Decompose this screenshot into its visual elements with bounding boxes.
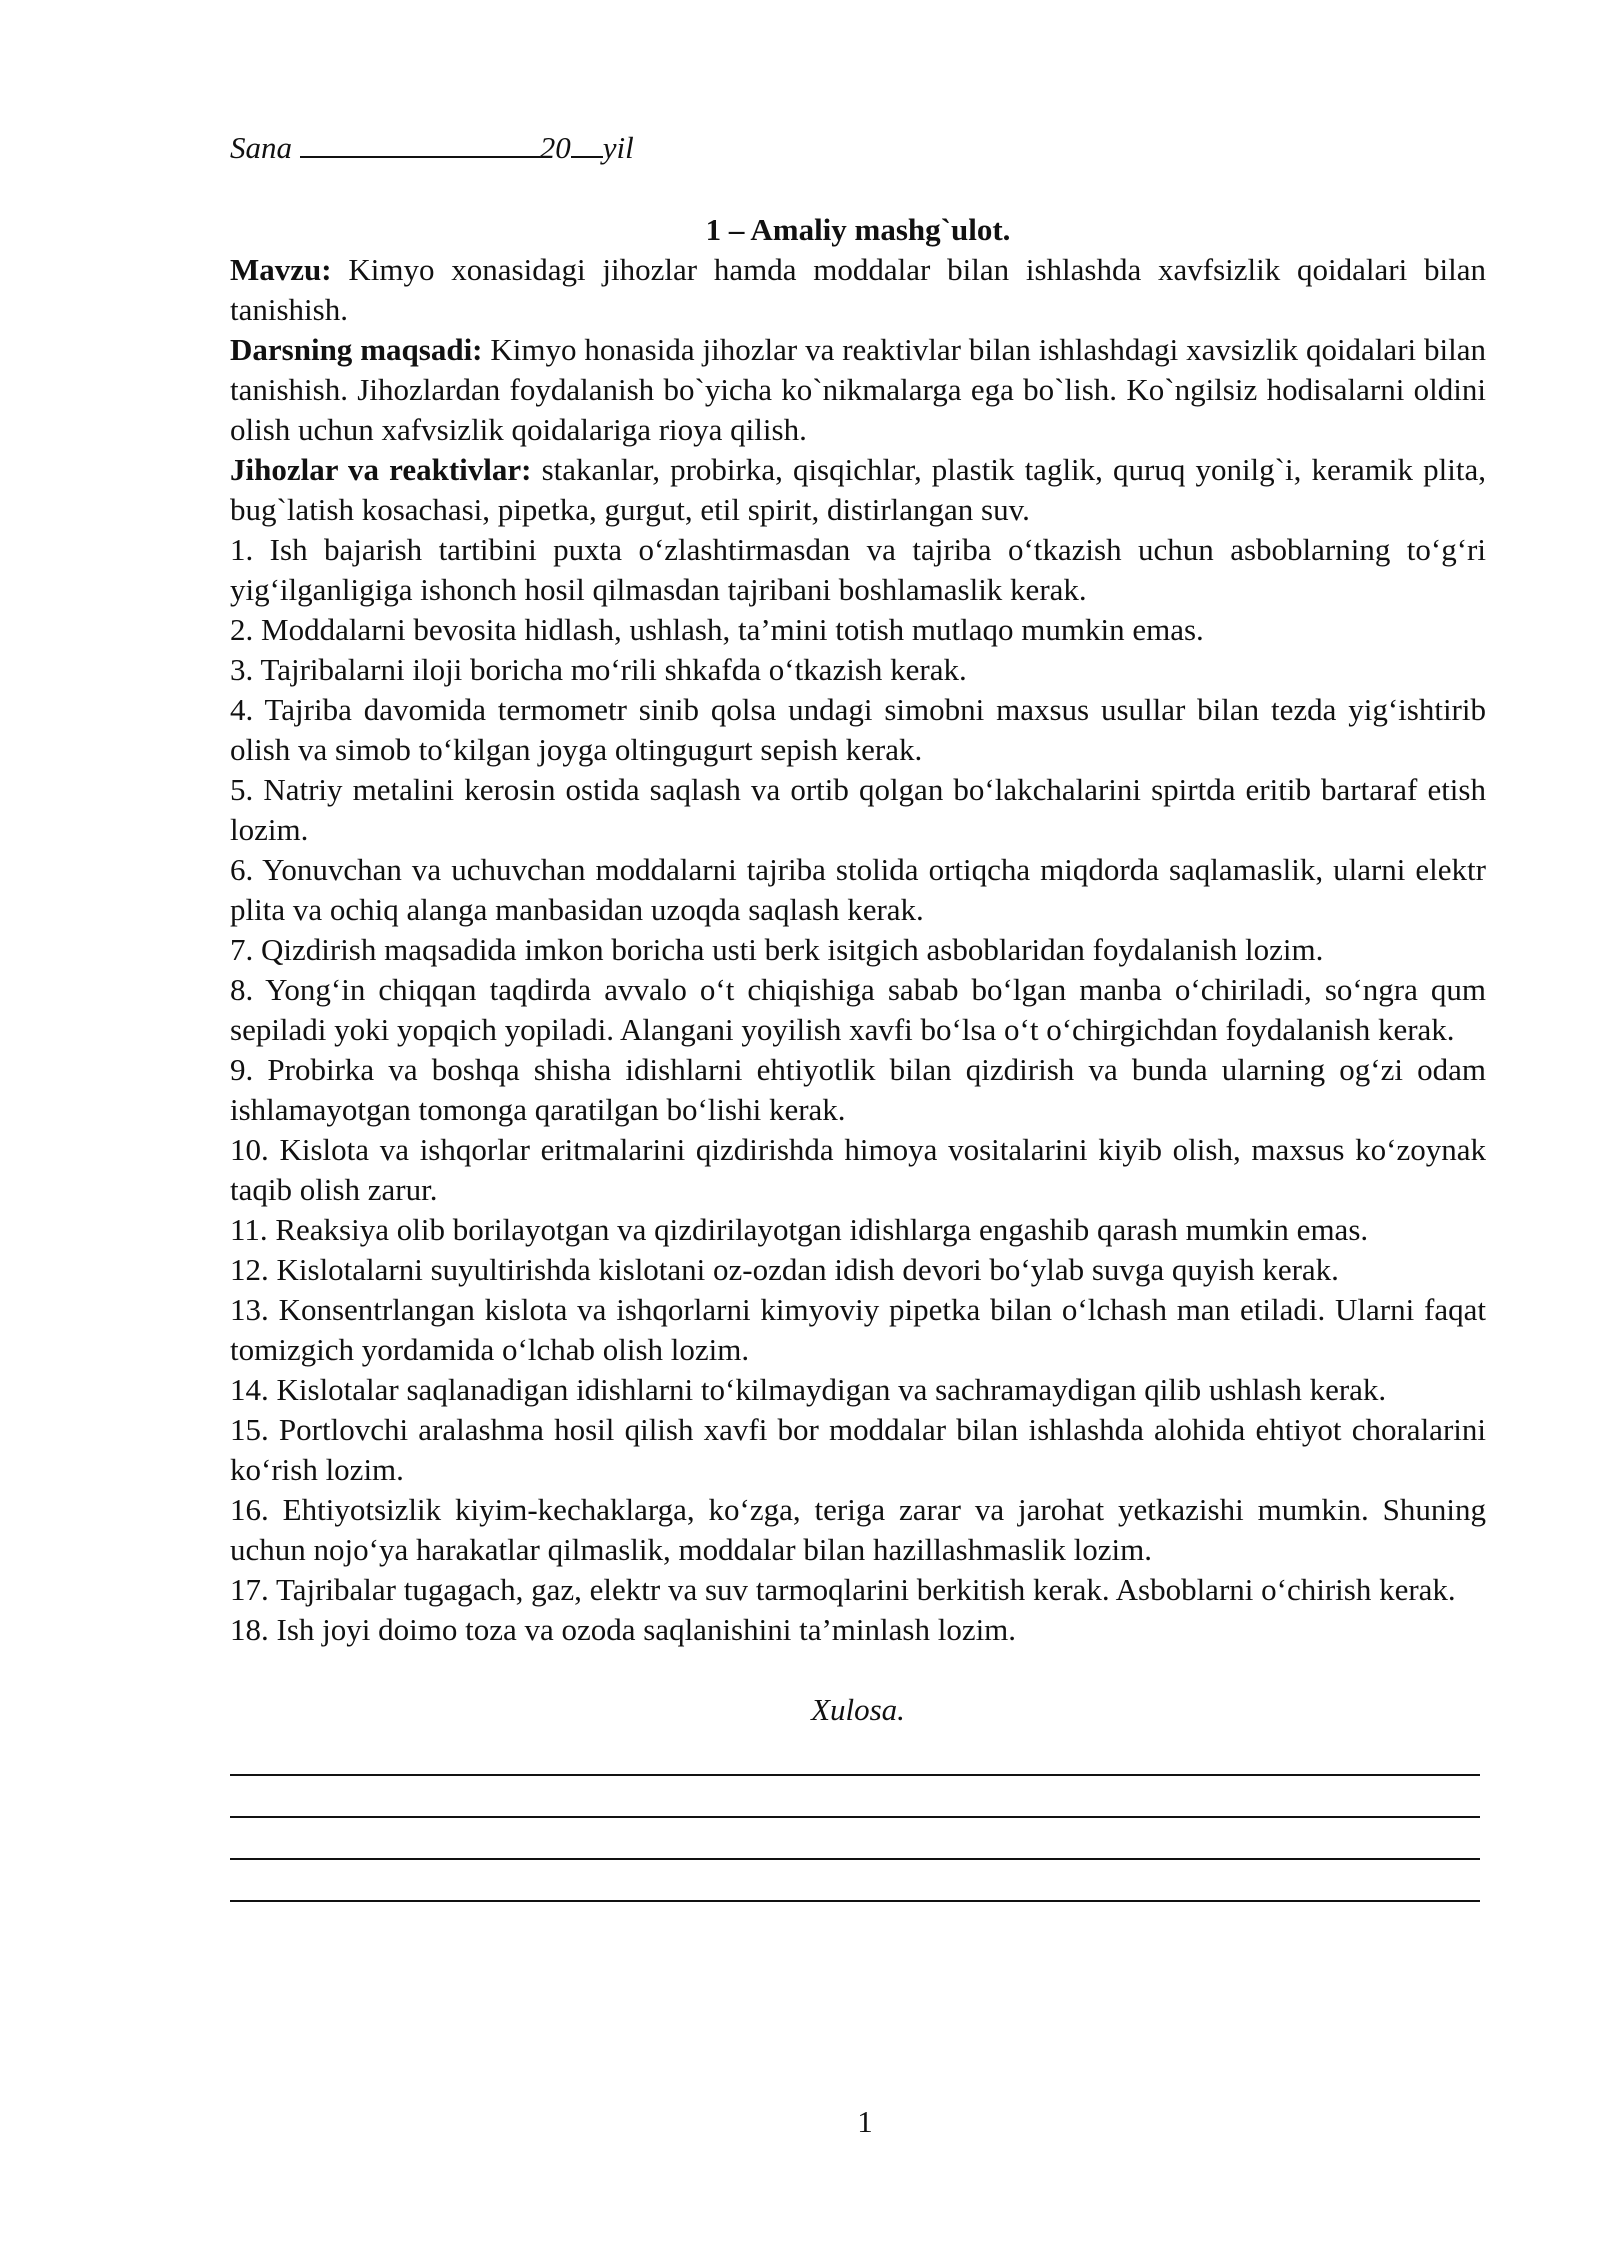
conclusion-heading: Xulosa. xyxy=(811,1692,905,1727)
rule-item: 2. Moddalarni bevosita hidlash, ushlash, ta’mini totish mutlaqo mumkin emas. xyxy=(230,612,1204,647)
rule-item: 10. Kislota va ishqorlar eritmalarini qizdirishda himoya vositalarini kiyib olish, maxsus ko‘zoynak taqib olish zarur. xyxy=(230,1132,1486,1207)
page-number: 1 xyxy=(857,2104,873,2139)
rule-item: 1. Ish bajarish tartibini puxta o‘zlashtirmasdan va tajriba o‘tkazish uchun asboblarning to‘g‘ri yig‘ilganligiga ishonch hosil qilmasdan tajribani boshlamaslik kerak. xyxy=(230,532,1486,607)
equipment-text: stakanlar, probirka, qisqichlar, plastik taglik, quruq yonilg`i, keramik plita, bug`latish kosachasi, pipetka, gurgut, etil spirit, distirlangan suv. xyxy=(230,452,1486,527)
goal-paragraph xyxy=(230,330,1486,450)
date-label: Sana xyxy=(230,130,292,165)
rule-item: 16. Ehtiyotsizlik kiyim-kechaklarga, ko‘zga, teriga zarar va jarohat yetkazishi mumkin. Shuning uchun nojo‘ya harakatlar qilmaslik, moddalar bilan hazillashmaslik lozim. xyxy=(230,1492,1486,1567)
rule-item: 18. Ish joyi doimo toza va ozoda saqlanishini ta’minlash lozim. xyxy=(230,1612,1017,1647)
rule-item: 14. Kislotalar saqlanadigan idishlarni to‘kilmaydigan va sachramaydigan qilib ushlash kerak. xyxy=(230,1372,1387,1407)
rule-item: 17. Tajribalar tugagach, gaz, elektr va suv tarmoqlarini berkitish kerak. Asboblarni o‘chirish kerak. xyxy=(230,1572,1456,1607)
rule-item: 13. Konsentrlangan kislota va ishqorlarni kimyoviy pipetka bilan o‘lchash man etiladi. Ularni faqat tomizgich yordamida o‘lchab olish lozim. xyxy=(230,1292,1486,1367)
rule-item: 4. Tajriba davomida termometr sinib qolsa undagi simobni maxsus usullar bilan tezda yig‘ishtirib olish va simob to‘kilgan joyga oltingugurt sepish kerak. xyxy=(230,692,1486,767)
date-line xyxy=(230,128,1486,168)
topic-paragraph xyxy=(230,250,1486,330)
answer-line xyxy=(230,1776,1480,1818)
rule-item: 9. Probirka va boshqa shisha idishlarni ehtiyotlik bilan qizdirish va bunda ularning og‘zi odam ishlamayotgan tomonga qaratilgan bo‘lishi kerak. xyxy=(230,1052,1486,1127)
rule-item: 6. Yonuvchan va uchuvchan moddalarni tajriba stolida ortiqcha miqdorda saqlamaslik, ularni elektr plita va ochiq alanga manbasidan uzoqda saqlash kerak. xyxy=(230,852,1486,927)
year-blank xyxy=(571,156,603,158)
safety-rules-list xyxy=(230,530,1486,1650)
year-prefix: 20 xyxy=(539,130,571,165)
topic-label: Mavzu: xyxy=(230,252,332,287)
equipment-paragraph xyxy=(230,450,1486,530)
rule-item: 15. Portlovchi aralashma hosil qilish xavfi bor moddalar bilan ishlashda alohida ehtiyot choralarini ko‘rish lozim. xyxy=(230,1412,1486,1487)
rule-item: 3. Tajribalarni iloji boricha mo‘rili shkafda o‘tkazish kerak. xyxy=(230,652,967,687)
rule-item: 11. Reaksiya olib borilayotgan va qizdirilayotgan idishlarga engashib qarash mumkin emas. xyxy=(230,1212,1369,1247)
answer-line xyxy=(230,1860,1480,1902)
topic-text: Kimyo xonasidagi jihozlar hamda moddalar bilan ishlashda xavfsizlik qoidalari bilan tanishish. xyxy=(230,252,1486,327)
document-page xyxy=(230,128,1486,1902)
rule-item: 7. Qizdirish maqsadida imkon boricha usti berk isitgich asboblaridan foydalanish lozim. xyxy=(230,932,1324,967)
goal-label: Darsning maqsadi: xyxy=(230,332,483,367)
page-title: 1 – Amaliy mashg`ulot. xyxy=(705,212,1011,247)
rule-item: 8. Yong‘in chiqqan taqdirda avvalo o‘t chiqishiga sabab bo‘lgan manba o‘chiriladi, so‘ngra qum sepiladi yoki yopqich yopiladi. Alangani yoyilish xavfi bo‘lsa o‘t o‘chirgichdan foydalanish kerak. xyxy=(230,972,1486,1047)
rule-item: 12. Kislotalarni suyultirishda kislotani oz-ozdan idish devori bo‘ylab suvga quyish kerak. xyxy=(230,1252,1339,1287)
date-blank xyxy=(300,156,540,158)
answer-line xyxy=(230,1734,1480,1776)
goal-text: Kimyo honasida jihozlar va reaktivlar bilan ishlashdagi xavsizlik qoidalari bilan tanishish. Jihozlardan foydalanish bo`yicha ko`nikmalarga ega bo`lish. Ko`ngilsiz hodisalarni oldini olish uchun xafvsizlik qoidalariga rioya qilish. xyxy=(230,332,1487,447)
equipment-label: Jihozlar va reaktivlar: xyxy=(230,452,532,487)
year-suffix: yil xyxy=(602,130,634,165)
answer-line xyxy=(230,1818,1480,1860)
rule-item: 5. Natriy metalini kerosin ostida saqlash va ortib qolgan bo‘lakchalarini spirtda eritib bartaraf etish lozim. xyxy=(230,772,1486,847)
